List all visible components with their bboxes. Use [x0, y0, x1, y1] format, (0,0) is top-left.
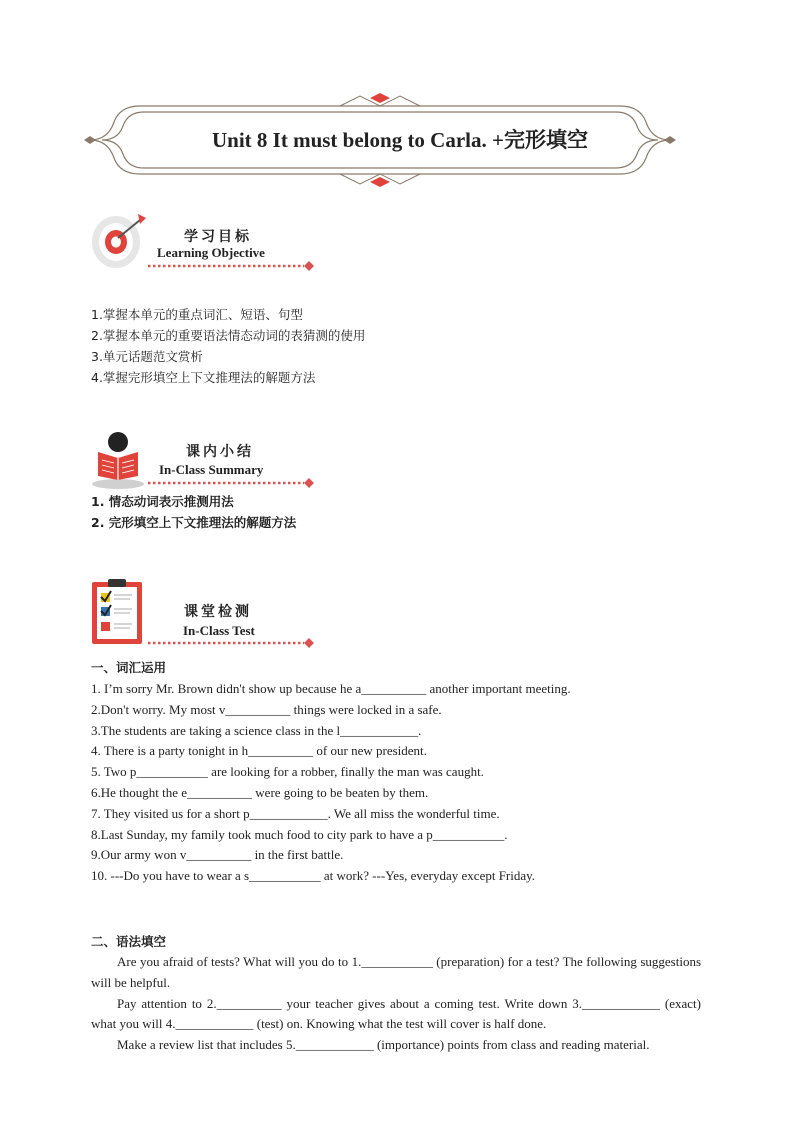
part2-heading: 二、语法填空 — [91, 934, 167, 949]
clipboard-checklist-icon — [90, 578, 146, 646]
question-item: 4. There is a party tonight in h__________ of our new president. — [91, 743, 427, 759]
question-item: 10. ---Do you have to wear a s___________ at work? ---Yes, everyday except Friday. — [91, 868, 536, 884]
question-item: 7. They visited us for a short p____________. We all miss the wonderful time. — [91, 805, 500, 821]
section-test-zh: 课堂检测 — [184, 604, 252, 620]
list-item: 2.掌握本单元的重要语法情态动词的表猜测的使用 — [91, 328, 366, 343]
passage-paragraph: Pay attention to 2.__________ your teacher gives about a coming test. Write down 3.____________ (exact) what you will 4.____________ (test) on. Knowing what the test will cover is half done. — [91, 995, 701, 1032]
list-item: 1. 情态动词表示推测用法 — [91, 494, 234, 509]
question-item: 1. I’m sorry Mr. Brown didn't show up because he a__________ another important meeting. — [91, 681, 571, 696]
part1-list — [91, 679, 571, 887]
question-item: 8.Last Sunday, my family took much food to city park to have a p___________. — [91, 826, 508, 842]
question-item: 9.Our army won v__________ in the first battle. — [91, 847, 344, 863]
dotted-divider — [148, 477, 316, 489]
question-item: 6.He thought the e__________ were going to be beaten by them. — [91, 784, 429, 800]
part1-heading: 一、词汇运用 — [91, 660, 167, 675]
objectives-list — [91, 304, 365, 388]
list-item: 3.单元话题范文赏析 — [91, 349, 203, 364]
passage-paragraph: Are you afraid of tests? What will you do to 1.___________ (preparation) for a test? The following suggestions will be helpful. — [91, 954, 701, 990]
section-summary-zh: 课内小结 — [186, 444, 254, 460]
section-objective-en: Learning Objective — [157, 245, 265, 260]
section-objective-zh: 学习目标 — [184, 229, 252, 245]
passage-paragraph: Make a review list that includes 5.____________ (importance) points from class and reading material. — [117, 1037, 650, 1053]
summary-list — [91, 491, 296, 533]
question-item: 3.The students are taking a science class in the l____________. — [91, 722, 422, 738]
page-title: Unit 8 It must belong to Carla. +完形填空 — [212, 128, 588, 152]
list-item: 1.掌握本单元的重点词汇、短语、句型 — [91, 307, 303, 322]
dotted-divider — [148, 260, 316, 272]
section-summary-en: In-Class Summary — [159, 462, 264, 477]
list-item: 4.掌握完形填空上下文推理法的解题方法 — [91, 370, 316, 385]
question-item: 5. Two p___________ are looking for a robber, finally the man was caught. — [91, 764, 484, 780]
dotted-divider — [148, 637, 316, 649]
reading-girl-icon — [90, 430, 146, 490]
part2-passage — [91, 952, 701, 1056]
list-item: 2. 完形填空上下文推理法的解题方法 — [91, 515, 297, 530]
target-dart-icon — [88, 206, 148, 272]
section-test-en: In-Class Test — [183, 623, 255, 638]
question-item: 2.Don't worry. My most v__________ things were locked in a safe. — [91, 701, 442, 717]
